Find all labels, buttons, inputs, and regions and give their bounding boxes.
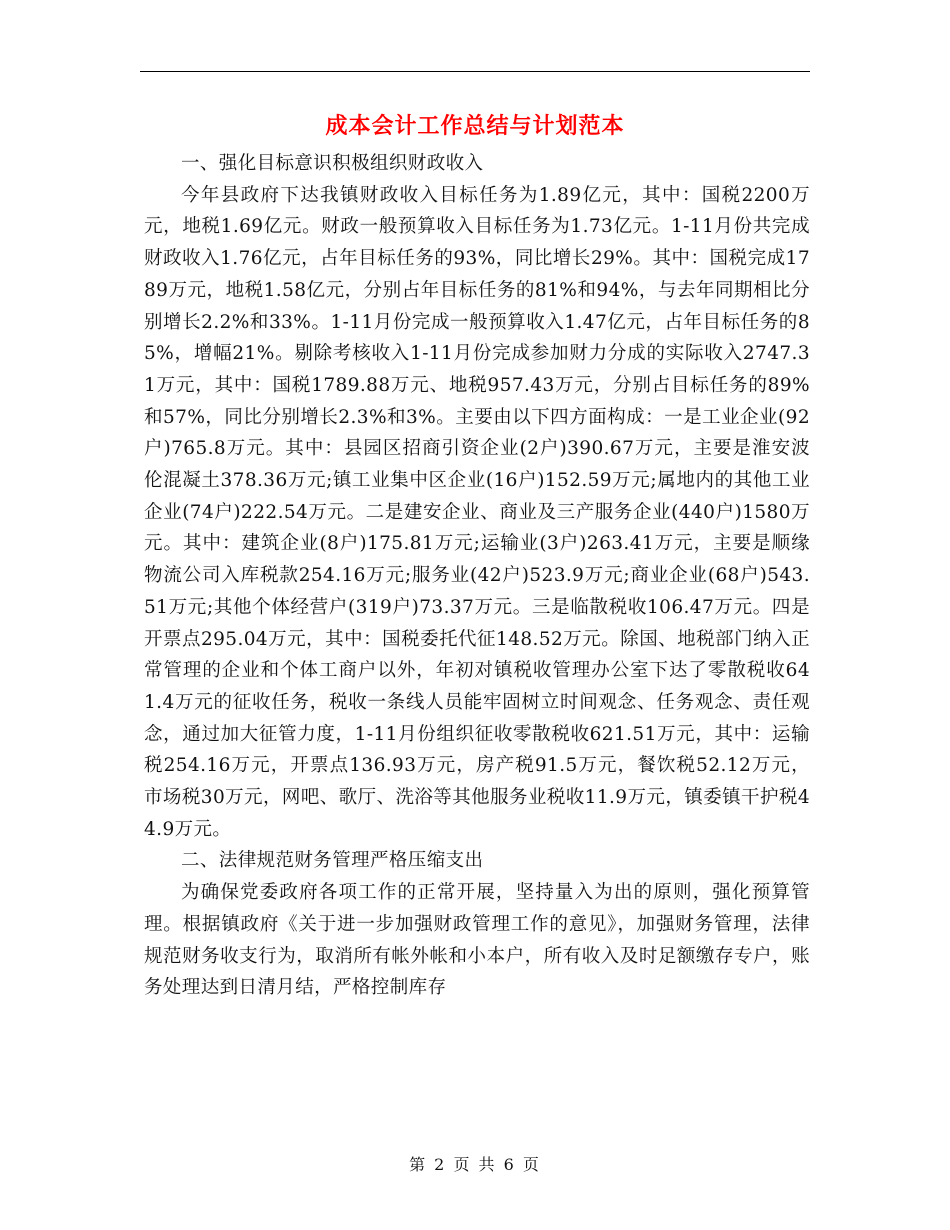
section-paragraph-1: 今年县政府下达我镇财政收入目标任务为1.89亿元，其中：国税2200万元，地税1.69亿元。财政一般预算收入目标任务为1.73亿元。1-11月份共完成财政收入1.76亿元，占年目标任务的93%，同比增长29%。其中：国税完成1789万元，地税1.58亿元，分别占年目标任务的81%和94%，与去年同期相比分别增长2.2%和33%。1-11月份完成一般预算收入1.47亿元，占年目标任务的85%，增幅21%。剔除考核收入1-11月份完成参加财力分成的实际收入2747.31万元，其中：国税1789.88万元、地税957.43万元，分别占目标任务的89%和57%，同比分别增长2.3%和3%。主要由以下四方面构成：一是工业企业(92户)765.8万元。其中：县园区招商引资企业(2户)390.67万元，主要是淮安波伦混凝土378.36万元;镇工业集中区企业(16户)152.59万元;属地内的其他工业企业(74户)222.54万元。二是建安企业、商业及三产服务企业(440户)1580万元。其中：建筑企业(8户)175.81万元;运输业(3户)263.41万元，主要是顺缘物流公司入库税款254.16万元;服务业(42户)523.9万元;商业企业(68户)543.51万元;其他个体经营户(319户)73.37万元。三是临散税收106.47万元。四是开票点295.04万元，其中：国税委托代征148.52万元。除国、地税部门纳入正常管理的企业和个体工商户以外，年初对镇税收管理办公室下达了零散税收641.4万元的征收任务，税收一条线人员能牢固树立时间观念、任务观念、责任观念，通过加大征管力度，1-11月份组织征收零散税收621.51万元，其中：运输税254.16万元，开票点136.93万元，房产税91.5万元，餐饮税52.12万元，市场税30万元，网吧、歌厅、洗浴等其他服务业税收11.9万元，镇委镇干护税44.9万元。 — [144, 184, 810, 840]
section-heading-1: 一、强化目标意识积极组织财政收入 — [181, 153, 484, 174]
page-number-footer: 第 2 页 共 6 页 — [409, 1155, 541, 1174]
document-body — [144, 148, 810, 1004]
header-rule — [140, 71, 810, 72]
section-paragraph-2: 为确保党委政府各项工作的正常开展，坚持量入为出的原则，强化预算管理。根据镇政府《关于进一步加强财政管理工作的意见》，加强财务管理，法律规范财务收支行为，取消所有帐外帐和小本户，所有收入及时足额缴存专户，账务处理达到日清月结，严格控制库存 — [144, 882, 810, 999]
section-heading-2: 二、法律规范财务管理严格压缩支出 — [181, 850, 484, 872]
document-title: 成本会计工作总结与计划范本 — [325, 113, 625, 139]
